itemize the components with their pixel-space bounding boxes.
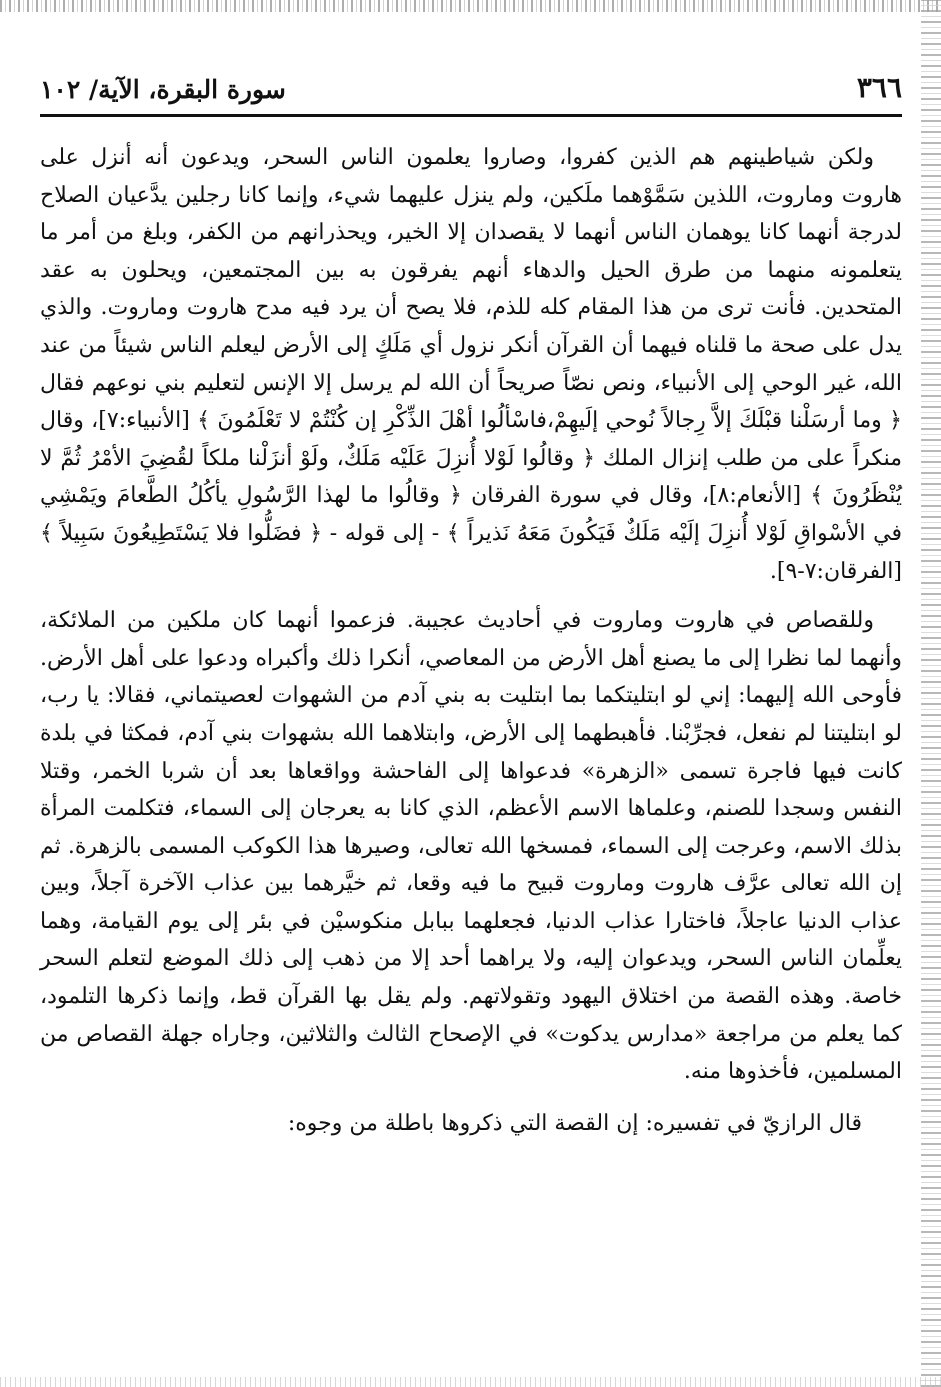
running-title: سورة البقرة، الآية/ ١٠٢	[40, 75, 286, 104]
decorative-right-border	[921, 0, 941, 1387]
decorative-bottom-border	[0, 1377, 941, 1387]
book-page	[40, 60, 902, 1340]
paragraph: وللقصاص في هاروت وماروت في أحاديث عجيبة. فزعموا أنهما كان ملكين من الملائكة، وأنهما لما نظرا إلى ما يصنع أهل الأرض من المعاصي، أنكرا ذلك وأكبراه ودعوا على أهل الأرض. فأوحى الله إليهما: إني لو ابتليتكما بما ابتليت به بني آدم من الشهوات لعصيتماني، فقالا: يا رب، لو ابتليتنا لم نفعل، فجرِّبْنا. فأهبطهما إلى الأرض، وابتلاهما الله بشهوات بني آدم، فمكثا في بلدة كانت فيها فاجرة تسمى «الزهرة» فدعواها إلى الفاحشة وواقعاها بعد أن شربا الخمر، وقتلا النفس وسجدا للصنم، وعلماها الاسم الأعظم، الذي كانا به يعرجان إلى السماء، فتكلمت المرأة بذلك الاسم، وعرجت إلى السماء، فمسخها الله تعالى، وصيرها هذا الكوكب المسمى بالزهرة. ثم إن الله تعالى عرَّف هاروت وماروت قبيح ما فيه وقعا، ثم خيَّرهما بين عذاب الآخرة آجلاً، وبين عذاب الدنيا عاجلاً، فاختارا عذاب الدنيا، فجعلهما ببابل منكوسيْن في بئر إلى يوم القيامة، وهما يعلِّمان الناس السحر، ويدعوان إليه، ولا يراهما أحد إلا من ذهب إلى ذلك الموضع لتعلم السحر خاصة. وهذه القصة من اختلاق اليهود وتقولاتهم. ولم يقل بها القرآن قط، وإنما ذكرها التلمود، كما يعلم من مراجعة «مدارس يدكوت» في الإصحاح الثالث والثلاثين، وجاراه جهلة القصاص من المسلمين، فأخذوها منه.	[40, 608, 902, 1085]
paragraph: ولكن شياطينهم هم الذين كفروا، وصاروا يعلمون الناس السحر، ويدعون أنه أنزل على هاروت وماروت، اللذين سَمَّوْهما ملَكين، ولم ينزل عليهما شيء، وإنما كانا رجلين يدَّعيان الصلاح لدرجة أنهما كانا يوهمان الناس أنهما لا يقصدان إلا الخير، ويحذرانهم من الكفر، وبلغ من أمر ما يتعلمونه منهما من طرق الحيل والدهاء أنهم يفرقون به بين المجتمعين، ويحلون به عقد المتحدين. فأنت ترى من هذا المقام كله للذم، فلا يصح أن يرد فيه مدح هاروت وماروت. والذي يدل على صحة ما قلناه فيهما أن القرآن أنكر نزول أي مَلَكٍ إلى الأرض ليعلم الناس شيئاً من عند الله، غير الوحي إلى الأنبياء، ونص نصّاً صريحاً أن الله لم يرسل إلا الإنس لتعليم بني نوعهم فقال ﴿ وما أرسَلْنا قبْلَكَ إلاَّ رِجالاً نُوحي إلَيهِمْ،فاسْألُوا أهْلَ الذِّكْرِ إن كُنْتُمْ لا تَعْلَمُونَ ﴾ [الأنبياء:٧]، وقال منكراً على من طلب إنزال الملك ﴿ وقالُوا لَوْلا أُنزِلَ عَلَيْه مَلَكٌ، ولَوْ أنزَلْنا ملكاً لقُضِيَ الأمْرُ ثُمَّ لا يُنْظَرُونَ ﴾ [الأنعام:٨]، وقال في سورة الفرقان ﴿ وقالُوا ما لهذا الرَّسُولِ يأكُلُ الطَّعامَ ويَمْشِي في الأسْواقِ لَوْلا أُنزِلَ إلَيْه مَلَكٌ فَيَكُونَ مَعَهُ نَذيراً ﴾ - إلى قوله - ﴿ فضَلُّوا فلا يَسْتَطِيعُونَ سَبِيلاً ﴾ [الفرقان:٧-٩].	[40, 145, 902, 584]
page-body	[40, 139, 902, 1142]
page-header	[40, 60, 902, 110]
closing-line: قال الرازيّ في تفسيره: إن القصة التي ذكروها باطلة من وجوه:	[287, 1110, 862, 1136]
header-rule	[40, 114, 902, 117]
page-number: ٣٦٦	[856, 71, 902, 104]
decorative-top-border	[0, 0, 941, 12]
